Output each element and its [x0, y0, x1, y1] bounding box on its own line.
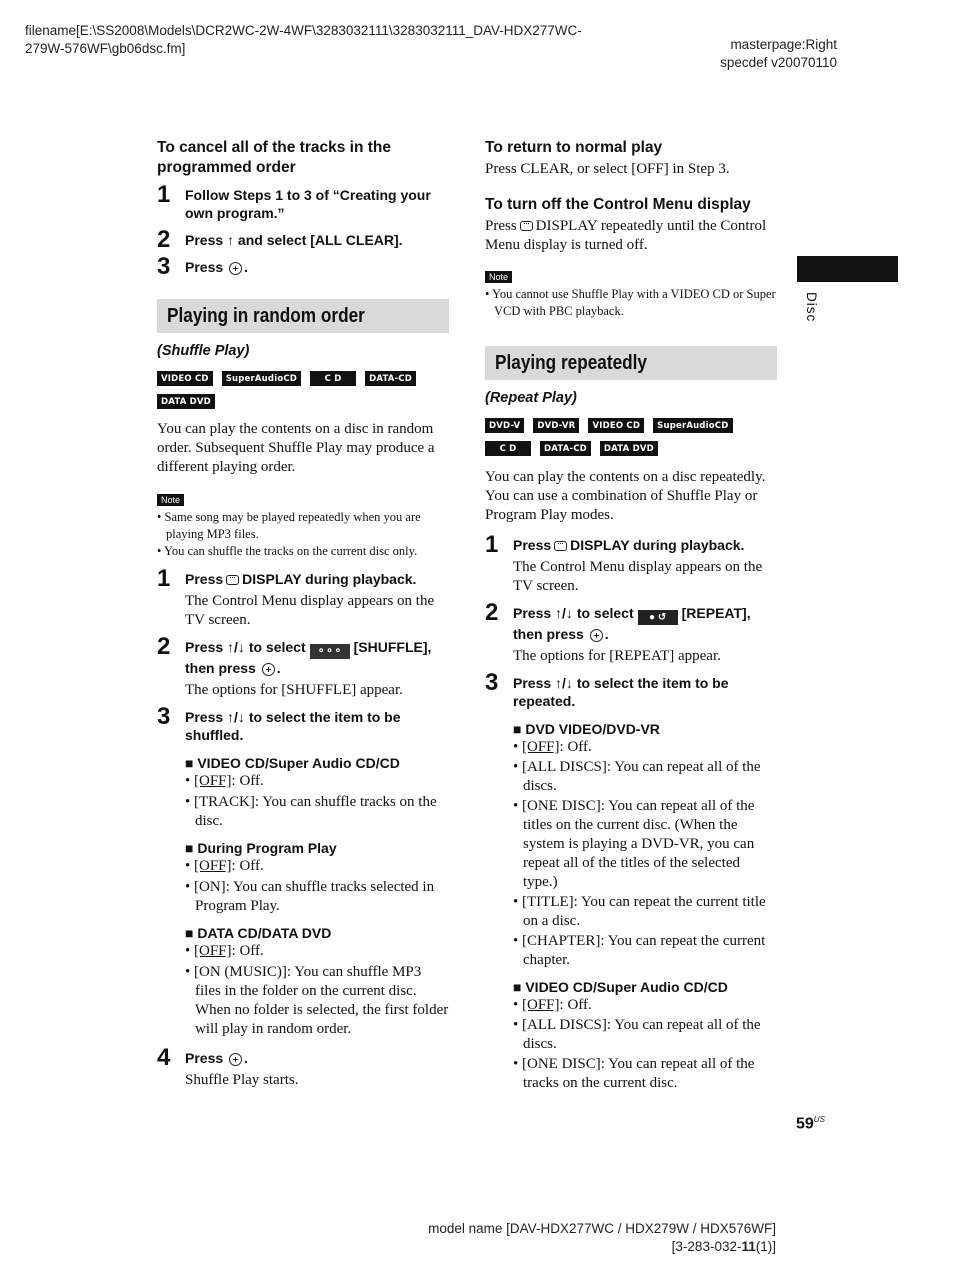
disc-badge: DATA DVD — [600, 441, 658, 456]
side-tab-label: Disc — [804, 292, 819, 323]
step-number: 3 — [157, 253, 171, 280]
step-text: . — [244, 1050, 248, 1066]
option-item: • [ON (MUSIC)]: You can shuffle MP3 files in the folder on the current disc. When no folder is selected, the first folder will play in random order. — [185, 964, 449, 1037]
filename-line: 279W-576WF\gb06dsc.fm] — [25, 41, 186, 56]
default-option: [OFF] — [522, 739, 560, 755]
disc-badge: C D — [310, 371, 356, 386]
disc-badge: VIDEO CD — [588, 418, 644, 433]
option-item: • [ON]: You can shuffle tracks selected in Program Play. — [185, 879, 435, 914]
repeat-section-banner — [485, 346, 777, 380]
section-subtitle: (Shuffle Play) — [157, 343, 250, 359]
disc-badge: C D — [485, 441, 531, 456]
step-number: 3 — [157, 703, 171, 730]
step-text: then press — [513, 626, 584, 642]
step-description: The options for [REPEAT] appear. — [513, 648, 721, 664]
option-text: : Off. — [559, 739, 592, 755]
step-number: 2 — [485, 599, 499, 626]
step-text: Press — [185, 259, 224, 275]
display-button-icon — [520, 221, 533, 231]
shuffle-options — [157, 754, 449, 1039]
page-number-suffix: US — [813, 1115, 825, 1124]
disc-badge: DVD-V — [485, 418, 524, 433]
part-code-prefix: [3-283-032- — [671, 1239, 742, 1254]
note-item: • You cannot use Shuffle Play with a VIDEO CD or Super VCD with PBC playback. — [485, 287, 776, 318]
body-text: Press — [485, 218, 517, 234]
step-text: . — [276, 660, 281, 676]
enter-button-icon — [590, 629, 603, 642]
option-item: • [CHAPTER]: You can repeat the current chapter. — [513, 933, 766, 968]
shuffle-step-3 — [157, 703, 449, 744]
option-item: • [OFF]: Off. — [185, 943, 264, 959]
masterpage-header — [720, 36, 837, 72]
disc-badge: DATA-CD — [365, 371, 416, 386]
step-text: then press — [185, 660, 256, 676]
repeat-step-2 — [485, 599, 777, 666]
disc-badge: SuperAudioCD — [222, 371, 301, 386]
repeat-icon: ● ↺ — [638, 610, 678, 625]
step-description: The Control Menu display appears on the TV screen. — [513, 559, 763, 594]
step-text: Follow Steps 1 to 3 of “Creating your own program.” — [185, 187, 431, 221]
step-text: . — [244, 259, 248, 275]
cancel-heading: To cancel all of the tracks in the programmed order — [157, 139, 391, 176]
cancel-step-1 — [157, 181, 449, 222]
option-text: [ON]: You can shuffle tracks selected in Program Play. — [194, 879, 435, 914]
disc-badge: DATA DVD — [157, 394, 215, 409]
step-text: Press — [513, 537, 552, 553]
step-text: Press — [185, 571, 224, 587]
note-item: • You can shuffle the tracks on the current disc only. — [157, 544, 418, 558]
section-subtitle: (Repeat Play) — [485, 390, 577, 406]
enter-button-icon — [262, 663, 275, 676]
footer — [428, 1220, 776, 1256]
step-text: [REPEAT], — [681, 605, 751, 621]
option-item: • [ONE DISC]: You can repeat all of the titles on the current disc. (When the system is playing a DVD-VR, you can repeat all of the titles of the selected type.) — [513, 798, 755, 890]
option-item: • [ALL DISCS]: You can repeat all of the discs. — [513, 759, 761, 794]
specdef-label: specdef v20070110 — [720, 55, 837, 70]
step-text: [SHUFFLE], — [353, 639, 432, 655]
category-heading: ■ VIDEO CD/Super Audio CD/CD — [185, 755, 400, 771]
step-number: 2 — [157, 633, 171, 660]
step-text: . — [604, 626, 609, 642]
random-intro: You can play the contents on a disc in random order. Subsequent Shuffle Play may produce a different playing order. — [157, 421, 435, 475]
cancel-step-2 — [157, 226, 449, 253]
display-button-icon — [554, 541, 567, 551]
disc-badge: DATA-CD — [540, 441, 591, 456]
right-column — [485, 138, 777, 1093]
masterpage-label: masterpage:Right — [730, 37, 837, 52]
option-item: • [ALL DISCS]: You can repeat all of the discs. — [513, 1017, 761, 1052]
option-text: [ON (MUSIC)]: You can shuffle MP3 files in the folder on the current disc. When no folder is selected, the first folder will play in random order. — [194, 964, 449, 1037]
category-heading: ■ During Program Play — [185, 840, 337, 856]
option-item: • [TRACK]: You can shuffle tracks on the disc. — [185, 794, 437, 829]
shuffle-step-4 — [157, 1044, 449, 1090]
step-number: 3 — [485, 669, 499, 696]
step-description: The Control Menu display appears on the TV screen. — [185, 593, 435, 628]
part-code — [428, 1238, 776, 1256]
step-text: Press ↑/↓ to select the item to be repeated. — [513, 675, 729, 709]
shuffle-icon: ⚬⚬⚬ — [310, 644, 350, 659]
section-tab — [797, 256, 898, 282]
option-item: • [OFF]: Off. — [513, 997, 592, 1013]
option-item: • [OFF]: Off. — [185, 773, 264, 789]
random-section-banner — [157, 299, 449, 333]
category-heading: ■ VIDEO CD/Super Audio CD/CD — [513, 979, 728, 995]
section-title: Playing in random order — [167, 304, 365, 327]
model-name: model name [DAV-HDX277WC / HDX279W / HDX576WF] — [428, 1221, 776, 1236]
step-number: 1 — [157, 565, 171, 592]
page-number — [796, 1115, 825, 1133]
body-text: DISPLAY repeatedly until the Control Menu display is turned off. — [485, 218, 767, 253]
category-heading: ■ DVD VIDEO/DVD-VR — [513, 721, 660, 737]
note-label: Note — [485, 271, 512, 283]
display-button-icon — [226, 575, 239, 585]
step-text: Press ↑/↓ to select — [513, 605, 634, 621]
step-description: The options for [SHUFFLE] appear. — [185, 682, 403, 698]
repeat-intro: You can play the contents on a disc repeatedly. You can use a combination of Shuffle Play or Program Play modes. — [485, 469, 766, 523]
option-text: [TITLE]: You can repeat the current title on a disc. — [522, 894, 766, 929]
disc-badge: SuperAudioCD — [653, 418, 732, 433]
turnoff-body — [485, 217, 777, 255]
enter-button-icon — [229, 1053, 242, 1066]
disc-badge: VIDEO CD — [157, 371, 213, 386]
step-text: Press ↑ and select [ALL CLEAR]. — [185, 232, 403, 248]
filename-line: filename[E:\SS2008\Models\DCR2WC-2W-4WF\3283032111\3283032111_DAV-HDX277WC- — [25, 23, 582, 38]
category-heading: ■ DATA CD/DATA DVD — [185, 925, 332, 941]
note-block — [157, 490, 449, 560]
option-text: [ONE DISC]: You can repeat all of the tracks on the current disc. — [522, 1056, 755, 1091]
option-text: [CHAPTER]: You can repeat the current chapter. — [522, 933, 766, 968]
disc-badges — [485, 418, 755, 456]
repeat-options — [485, 720, 777, 1093]
option-text: [TRACK]: You can shuffle tracks on the disc. — [194, 794, 437, 829]
option-text: : Off. — [559, 997, 592, 1013]
step-text: Press ↑/↓ to select the item to be shuffled. — [185, 709, 401, 743]
option-text: [ALL DISCS]: You can repeat all of the discs. — [522, 759, 761, 794]
default-option: [OFF] — [194, 858, 232, 874]
normal-play-heading: To return to normal play — [485, 139, 663, 156]
note-block — [485, 267, 777, 320]
repeat-step-1 — [485, 531, 777, 596]
option-item: • [TITLE]: You can repeat the current title on a disc. — [513, 894, 766, 929]
option-text: [ONE DISC]: You can repeat all of the titles on the current disc. (When the system is playing a DVD-VR, you can repeat all of the titles of the selected type.) — [522, 798, 755, 890]
option-text: : Off. — [231, 773, 264, 789]
default-option: [OFF] — [194, 943, 232, 959]
part-code-suffix: (1)] — [755, 1239, 776, 1254]
option-item: • [OFF]: Off. — [513, 739, 592, 755]
turnoff-heading: To turn off the Control Menu display — [485, 196, 751, 213]
normal-play-body: Press CLEAR, or select [OFF] in Step 3. — [485, 161, 730, 177]
disc-badges — [157, 371, 449, 409]
option-item: • [ONE DISC]: You can repeat all of the tracks on the current disc. — [513, 1056, 755, 1091]
step-number: 2 — [157, 226, 171, 253]
step-number: 1 — [485, 531, 499, 558]
option-text: [ALL DISCS]: You can repeat all of the discs. — [522, 1017, 761, 1052]
option-text: : Off. — [231, 858, 264, 874]
repeat-step-3 — [485, 669, 777, 710]
section-title: Playing repeatedly — [495, 351, 648, 374]
enter-button-icon — [229, 262, 242, 275]
shuffle-step-1 — [157, 565, 449, 630]
note-item: • Same song may be played repeatedly when you are playing MP3 files. — [157, 510, 421, 541]
note-label: Note — [157, 494, 184, 506]
step-text: Press — [185, 1050, 224, 1066]
step-number: 4 — [157, 1044, 171, 1071]
option-text: : Off. — [231, 943, 264, 959]
default-option: [OFF] — [522, 997, 560, 1013]
disc-badge: DVD-VR — [533, 418, 579, 433]
step-text: Press ↑/↓ to select — [185, 639, 306, 655]
part-code-number: 11 — [741, 1239, 756, 1254]
step-text: DISPLAY during playback. — [570, 537, 745, 553]
page-number-value: 59 — [796, 1115, 814, 1133]
option-item: • [OFF]: Off. — [185, 858, 264, 874]
cancel-step-3 — [157, 253, 449, 280]
step-number: 1 — [157, 181, 171, 208]
step-description: Shuffle Play starts. — [185, 1072, 299, 1088]
shuffle-step-2 — [157, 633, 449, 700]
left-column — [157, 138, 449, 1090]
file-header — [25, 22, 665, 58]
default-option: [OFF] — [194, 773, 232, 789]
step-text: DISPLAY during playback. — [242, 571, 417, 587]
